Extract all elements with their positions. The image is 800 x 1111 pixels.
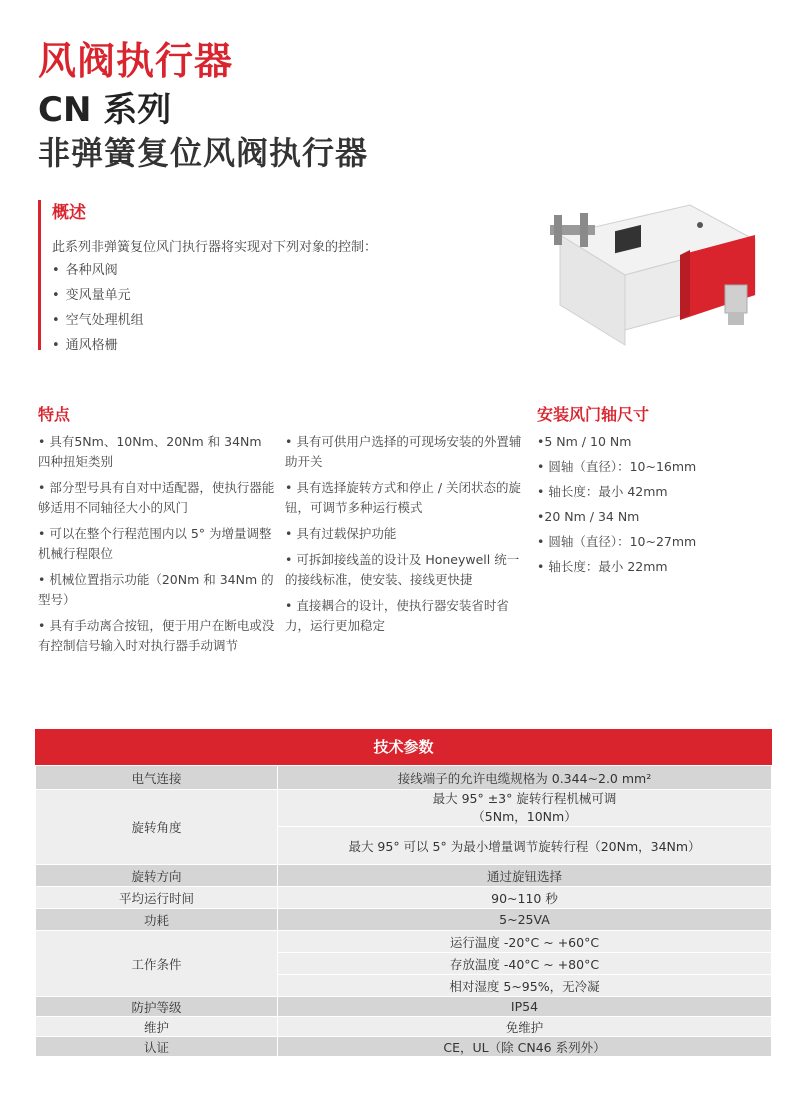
category-title: 风阀执行器 bbox=[38, 39, 234, 83]
table-row bbox=[36, 909, 772, 931]
feature-item: • 可拆卸接线盖的设计及 Honeywell 统一的接线标准，使安装、接线更快捷 bbox=[285, 552, 520, 587]
row-label: 电气连接 bbox=[36, 766, 278, 790]
shaft-size-list bbox=[537, 429, 777, 579]
spec-table-heading: 技术参数 bbox=[35, 729, 772, 765]
feature-item: • 机械位置指示功能（20Nm 和 34Nm 的型号） bbox=[38, 572, 274, 607]
feature-item: • 直接耦合的设计，使执行器安装省时省力，运行更加稳定 bbox=[285, 598, 509, 633]
shaft-spec-item: •5 Nm / 10 Nm bbox=[537, 434, 632, 449]
row-value bbox=[278, 790, 772, 827]
row-value: 相对湿度 5~95%，无冷凝 bbox=[278, 975, 772, 997]
table-row bbox=[36, 865, 772, 887]
shaft-spec-item: • 轴长度：最小 42mm bbox=[537, 484, 668, 499]
list-item: • 空气处理机组 bbox=[52, 308, 144, 333]
row-value: 免维护 bbox=[278, 1017, 772, 1037]
row-label: 维护 bbox=[36, 1017, 278, 1037]
shaft-spec-item: • 轴长度：最小 22mm bbox=[537, 559, 668, 574]
row-label: 认证 bbox=[36, 1037, 278, 1057]
overview-heading: 概述 bbox=[52, 203, 86, 223]
row-value-line: （5Nm，10Nm） bbox=[472, 809, 577, 824]
actuator-photo bbox=[540, 195, 765, 355]
table-row bbox=[36, 997, 772, 1017]
table-row bbox=[36, 931, 772, 953]
row-label: 功耗 bbox=[36, 909, 278, 931]
row-value-line: 最大 95° ±3° 旋转行程机械可调 bbox=[432, 791, 617, 806]
feature-item: • 具有手动离合按钮，便于用户在断电或没有控制信号输入时对执行器手动调节 bbox=[38, 618, 275, 653]
row-value: 5~25VA bbox=[278, 909, 772, 931]
overview-intro: 此系列非弹簧复位风门执行器将实现对下列对象的控制： bbox=[52, 240, 378, 255]
series-title: CN 系列 bbox=[38, 90, 172, 130]
row-value: 运行温度 -20°C ~ +60°C bbox=[278, 931, 772, 953]
spec-table bbox=[35, 729, 772, 1057]
shaft-spec-item: • 圆轴（直径）：10~27mm bbox=[537, 534, 697, 549]
row-label: 平均运行时间 bbox=[36, 887, 278, 909]
row-label: 旋转角度 bbox=[36, 790, 278, 865]
feature-item: • 具有过载保护功能 bbox=[285, 526, 397, 541]
feature-item: • 具有可供用户选择的可现场安装的外置辅助开关 bbox=[285, 434, 522, 469]
features-column-1 bbox=[38, 432, 276, 662]
row-value: IP54 bbox=[278, 997, 772, 1017]
row-value: CE，UL（除 CN46 系列外） bbox=[278, 1037, 772, 1057]
features-column-2 bbox=[285, 432, 525, 642]
row-value: 存放温度 -40°C ~ +80°C bbox=[278, 953, 772, 975]
feature-item: • 具有5Nm、10Nm、20Nm 和 34Nm 四种扭矩类别 bbox=[38, 434, 262, 469]
feature-item: • 可以在整个行程范围内以 5° 为增量调整机械行程限位 bbox=[38, 526, 272, 561]
overview-list bbox=[52, 258, 144, 358]
row-value: 90~110 秒 bbox=[278, 887, 772, 909]
overview-accent-bar bbox=[38, 200, 41, 350]
list-item: • 通风格栅 bbox=[52, 333, 144, 358]
features-heading: 特点 bbox=[38, 405, 71, 424]
shaft-spec-item: •20 Nm / 34 Nm bbox=[537, 509, 640, 524]
row-label: 旋转方向 bbox=[36, 865, 278, 887]
table-row bbox=[36, 766, 772, 790]
table-row bbox=[36, 1037, 772, 1057]
overview-section bbox=[38, 198, 508, 358]
shaft-size-heading: 安装风门轴尺寸 bbox=[537, 405, 650, 424]
table-row bbox=[36, 1017, 772, 1037]
row-value: 最大 95° 可以 5° 为最小增量调节旋转行程（20Nm，34Nm） bbox=[278, 827, 772, 865]
table-row bbox=[36, 887, 772, 909]
row-label: 防护等级 bbox=[36, 997, 278, 1017]
shaft-spec-item: • 圆轴（直径）：10~16mm bbox=[537, 459, 697, 474]
row-value: 通过旋钮选择 bbox=[278, 865, 772, 887]
table-row bbox=[36, 790, 772, 827]
feature-item: • 部分型号具有自对中适配器，使执行器能够适用不同轴径大小的风门 bbox=[38, 480, 275, 515]
product-title: 非弹簧复位风阀执行器 bbox=[38, 134, 369, 172]
list-item: • 变风量单元 bbox=[52, 283, 144, 308]
row-label: 工作条件 bbox=[36, 931, 278, 997]
spec-table-body bbox=[35, 765, 772, 1057]
row-value: 接线端子的允许电缆规格为 0.344~2.0 mm² bbox=[278, 766, 772, 790]
list-item: • 各种风阀 bbox=[52, 258, 144, 283]
feature-item: • 具有选择旋转方式和停止 / 关闭状态的旋钮，可调节多种运行模式 bbox=[285, 480, 522, 515]
